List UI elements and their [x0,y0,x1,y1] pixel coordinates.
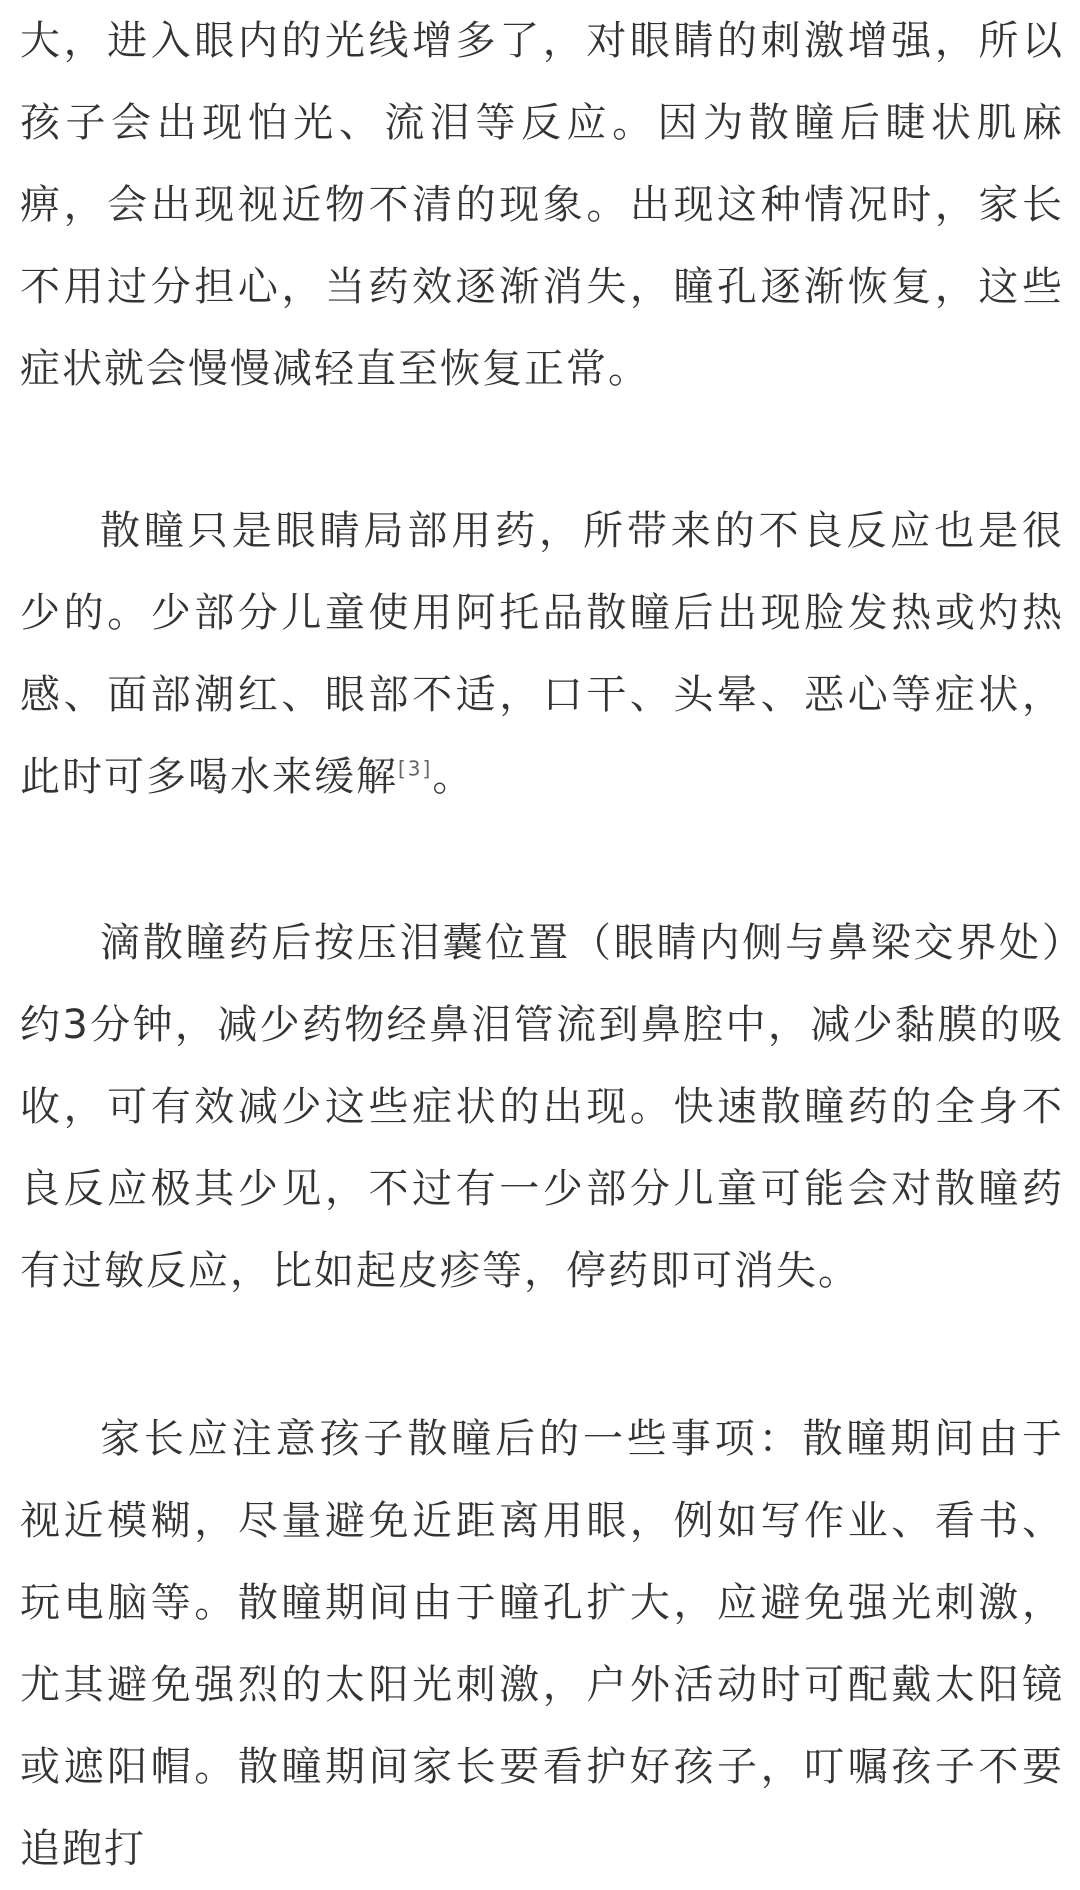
paragraph-lacrimal-pressure [20,902,1064,1312]
paragraph-side-effects [20,490,1064,818]
citation-reference[interactable]: [3] [398,756,433,781]
paragraph-text: 大，进入眼内的光线增多了，对眼睛的刺激增强，所以孩子会出现怕光、流泪等反应。因为散瞳后睫状肌麻痹，会出现视近物不清的现象。出现这种情况时，家长不用过分担心，当药效逐渐消失，瞳孔逐渐恢复，这些症状就会慢慢减轻直至恢复正常。 [20,18,1064,392]
paragraph-text: 散瞳只是眼睛局部用药，所带来的不良反应也是很少的。少部分儿童使用阿托品散瞳后出现脸发热或灼热感、面部潮红、眼部不适，口干、头晕、恶心等症状，此时可多喝水来缓解 [20,508,1064,800]
paragraph-light-sensitivity [20,0,1064,410]
paragraph-tail: 。 [432,754,475,800]
paragraph-text: 滴散瞳药后按压泪囊位置（眼睛内侧与鼻梁交界处）约3分钟，减少药物经鼻泪管流到鼻腔中，减少黏膜的吸收，可有效减少这些症状的出现。快速散瞳药的全身不良反应极其少见，不过有一少部分儿童可能会对散瞳药有过敏反应，比如起皮疹等，停药即可消失。 [20,920,1064,1294]
paragraph-parent-precautions [20,1398,1064,1890]
paragraph-text: 家长应注意孩子散瞳后的一些事项：散瞳期间由于视近模糊，尽量避免近距离用眼，例如写作业、看书、玩电脑等。散瞳期间由于瞳孔扩大，应避免强光刺激，尤其避免强烈的太阳光刺激，户外活动时可配戴太阳镜或遮阳帽。散瞳期间家长要看护好孩子，叮嘱孩子不要追跑打 [20,1416,1064,1872]
